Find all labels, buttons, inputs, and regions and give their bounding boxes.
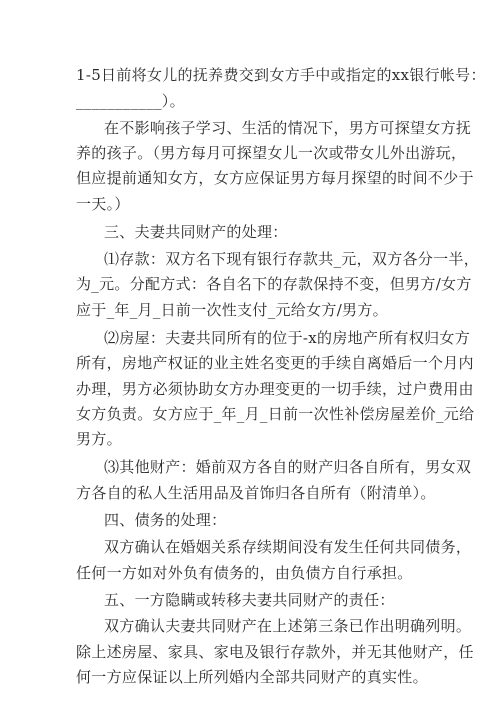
text-line: 所有，房地产权证的业主姓名变更的手续自离婚后一个月内	[76, 354, 474, 372]
section-heading: 五、一方隐瞒或转移夫妻共同财产的责任：	[104, 591, 395, 609]
text-line: ⑵房屋：夫妻共同所有的位于-x的房地产所有权归女方	[104, 329, 471, 347]
text-line: 一天。）	[76, 195, 130, 213]
text-line: 在不影响孩子学习、生活的情况下，男方可探望女方抚	[104, 119, 472, 137]
text-line: 双方确认夫妻共同财产在上述第三条已作出明确列明。	[104, 617, 472, 635]
text-line: 为_元。分配方式：各自名下的存款保持不变，但男方/女方	[76, 275, 472, 293]
section-heading: 三、夫妻共同财产的处理：	[104, 223, 288, 241]
text-line: ⑴存款：双方名下现有银行存款共_元，双方各分一半，	[104, 250, 480, 268]
text-line: 除上述房屋、家具、家电及银行存款外，并无其他财产，任	[76, 643, 474, 661]
text-line: 但应提前通知女方，女方应保证男方每月探望的时间不少于	[76, 169, 474, 187]
text-line: 养的孩子。（男方每月可探望女儿一次或带女儿外出游玩，	[76, 144, 467, 162]
text-line: 方各自的私人生活用品及首饰归各自所有（附清单）。	[76, 484, 436, 502]
text-line: 1-5日前将女儿的抚养费交到女方手中或指定的xx银行帐号：	[76, 66, 486, 84]
text-line: 应于_年_月_日前一次性支付_元给女方/男方。	[76, 301, 388, 319]
text-line: 男方。	[76, 430, 122, 448]
text-line: 何一方应保证以上所列婚内全部共同财产的真实性。	[76, 668, 428, 686]
text-line: 办理，男方必须协助女方办理变更的一切手续，过户费用由	[76, 380, 474, 398]
section-heading: 四、债务的处理：	[104, 511, 227, 529]
text-line: 女方负责。女方应于_年_月_日前一次性补偿房屋差价_元给	[76, 405, 475, 423]
text-line: ___________）。	[76, 92, 185, 110]
text-line: ⑶其他财产：婚前双方各自的财产归各自所有，男女双	[104, 458, 472, 476]
text-line: 双方确认在婚姻关系存续期间没有发生任何共同债务，	[104, 538, 472, 556]
text-line: 任何一方如对外负有债务的，由负债方自行承担。	[76, 564, 413, 582]
